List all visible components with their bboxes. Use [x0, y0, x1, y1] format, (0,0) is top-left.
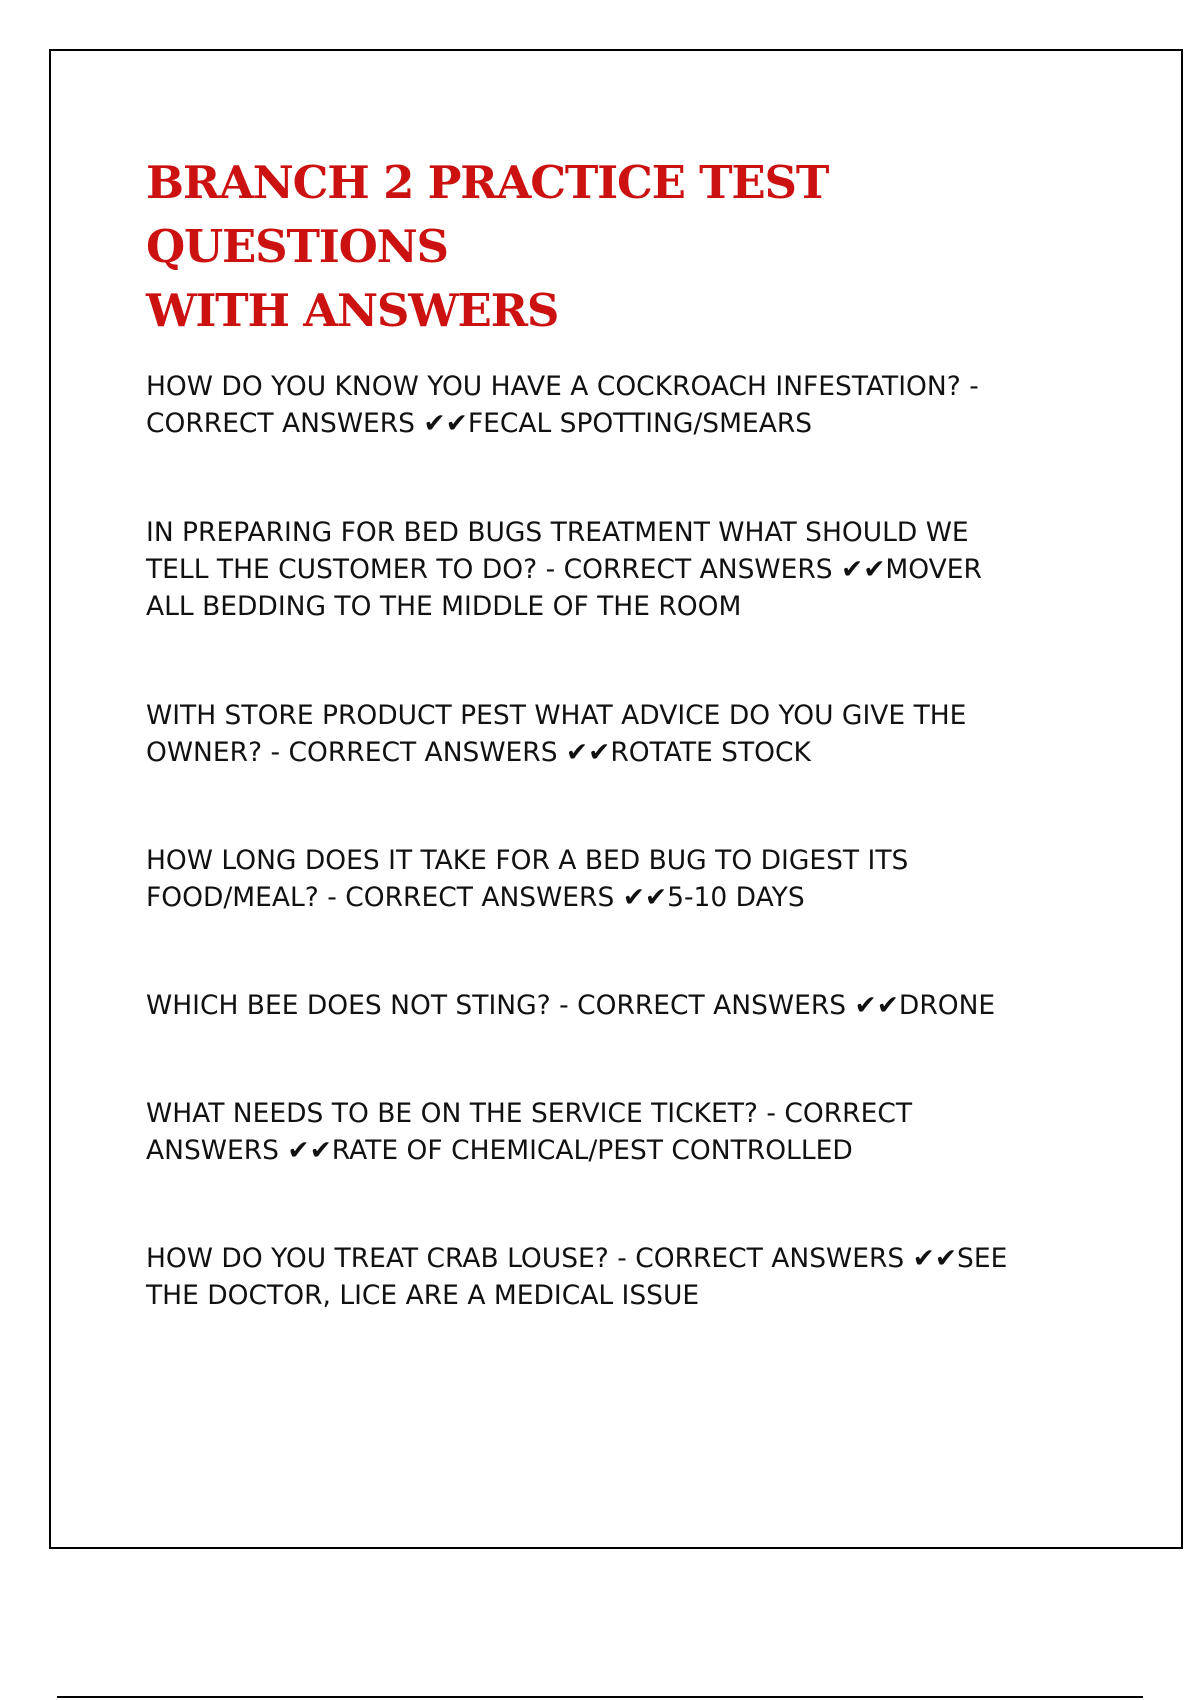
- qa-item-5: WHICH BEE DOES NOT STING? - CORRECT ANSWERS ✔✔DRONE: [146, 990, 996, 1021]
- qa-item-2: IN PREPARING FOR BED BUGS TREATMENT WHAT SHOULD WE TELL THE CUSTOMER TO DO? - CORRECT ANSWERS ✔✔MOVER ALL BEDDING TO THE MIDDLE OF THE ROOM: [146, 517, 982, 622]
- qa-item-3: WITH STORE PRODUCT PEST WHAT ADVICE DO YOU GIVE THE OWNER? - CORRECT ANSWERS ✔✔ROTATE STOCK: [146, 700, 967, 768]
- qa-item-6: WHAT NEEDS TO BE ON THE SERVICE TICKET? - CORRECT ANSWERS ✔✔RATE OF CHEMICAL/PEST CONTROLLED: [146, 1098, 913, 1166]
- qa-item-4: HOW LONG DOES IT TAKE FOR A BED BUG TO DIGEST ITS FOOD/MEAL? - CORRECT ANSWERS ✔✔5-10 DAYS: [146, 845, 909, 913]
- bottom-rule: [57, 1696, 1143, 1698]
- document-title: BRANCH 2 PRACTICE TEST QUESTIONS WITH ANSWERS: [146, 156, 829, 337]
- qa-item-1: HOW DO YOU KNOW YOU HAVE A COCKROACH INFESTATION? - CORRECT ANSWERS ✔✔FECAL SPOTTING/SMEARS: [146, 371, 979, 439]
- qa-item-7: HOW DO YOU TREAT CRAB LOUSE? - CORRECT ANSWERS ✔✔SEE THE DOCTOR, LICE ARE A MEDICAL ISSUE: [146, 1243, 1008, 1311]
- page-frame: [49, 49, 1183, 1549]
